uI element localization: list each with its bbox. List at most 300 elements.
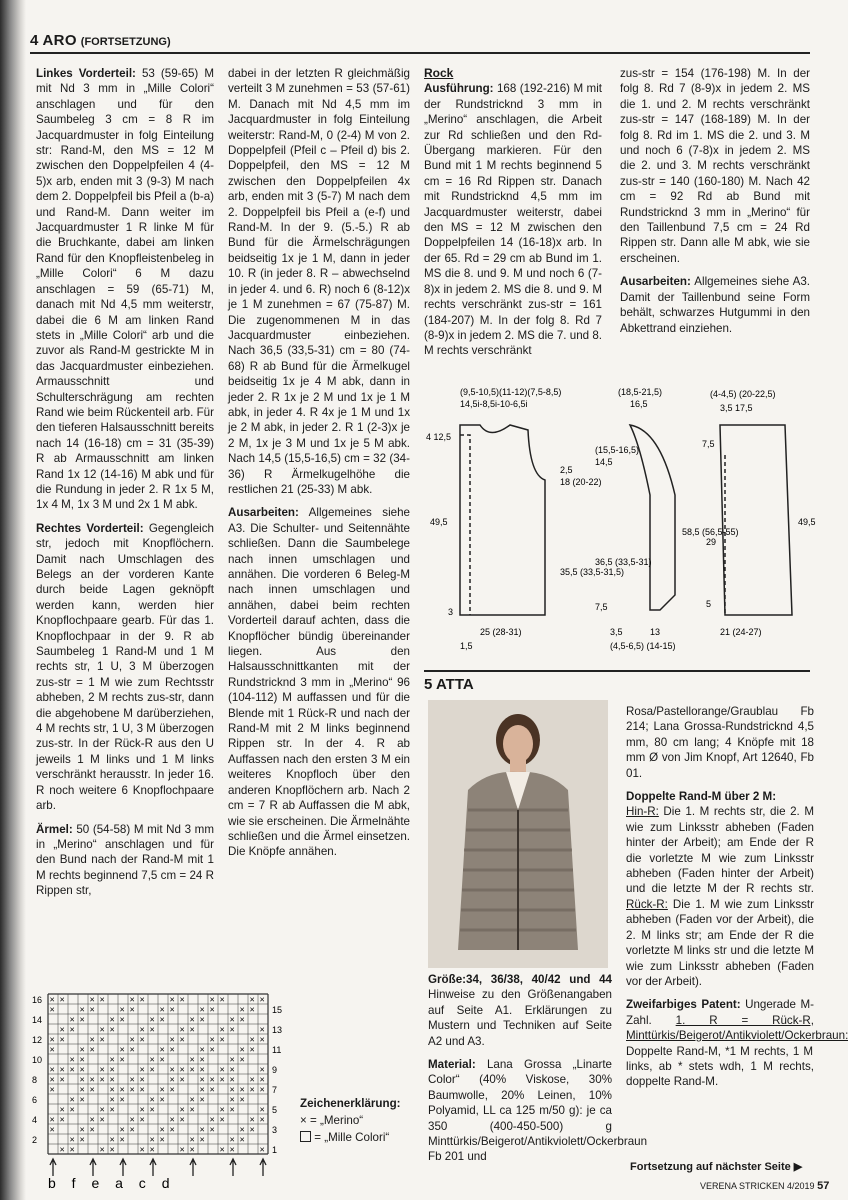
chart-cross-cell: × xyxy=(229,1024,235,1035)
chart-cross-cell: × xyxy=(209,1034,215,1045)
chart-cross-cell: × xyxy=(179,1104,185,1115)
label-front-bottom: 3 xyxy=(448,607,454,617)
chart-cross-cell: × xyxy=(59,1104,65,1115)
chart-cross-cell: × xyxy=(209,1074,215,1085)
text-sleeve: 50 (54-58) M mit Nd 3 mm in „Merino“ anschlagen und für den Bund nach der Rand-M mit 1 M rechts beginnend 7,5 cm = 24 R Rippen str, xyxy=(36,822,214,898)
chart-cross-cell: × xyxy=(89,1044,95,1055)
chart-cross-cell: × xyxy=(119,1134,125,1145)
text-left-front: 53 (59-65) M mit Nd 3 mm in „Mille Colori“ anschlagen und für den Saumbeleg 3 cm = 8 R im Jacquardmuster in folg Einteilung str: Rand-M, den MS = 12 M zwischen den Doppelpfeilen 4 (4-5)x arb, enden mit 3 (9-3) M nach dem 2. Doppelpfeil bis Pfeil a (b-a) und Rand-M. Dann weiter im Jacquardmuster 1 R linke M für die Bruchkante, dabei am linken Rand für den Knopfleistenbeleg in „Mille Colori“ 6 M dazu anschlagen = 59 (65-71) M, danach mit Nd 4,5 mm weiterstr, dabei die 6 M am linken Rand stets in „Mille Colori“ arb und die zuvor als Rand-M gestrickte M in das Jacquardmuster einbeziehen. Armausschnitt und Schulterschrägung am rechten Rand wie beim Rückenteil arb. Für den tieferen Halsausschnitt bereits nach 14 (16-18) cm = 31 (35-39) R ab Armausschnitt am linken Rand 1x 12 (14-16) M abk und für die Rundung in jeder 2. R 1x 5 M, 1x 4 M, 1x 3 M und 2x 1 M abk. xyxy=(36,67,214,512)
heading-material: Material: xyxy=(428,1058,476,1072)
heading-skirt: Rock xyxy=(424,66,454,80)
page-footer xyxy=(700,1180,829,1192)
chart-cross-cell: × xyxy=(159,1084,165,1095)
chart-cross-cell: × xyxy=(189,1064,195,1075)
chart-cross-cell: × xyxy=(109,1104,115,1115)
label-front-h4: 2,5 xyxy=(560,465,573,475)
chart-cross-cell: × xyxy=(199,1094,205,1105)
text-skirt-finishing: Allgemeines siehe A3. Damit der Taillenbund seine Form behält, schwarzes Hutgummi in den Abkettrand einziehen. xyxy=(620,275,810,335)
chart-cross-cell: × xyxy=(79,1014,85,1025)
chart-cross-cell: × xyxy=(199,1014,205,1025)
label-sleeve-b2: (4,5-6,5) (14-15) xyxy=(610,641,676,651)
chart-cross-cell: × xyxy=(239,1054,245,1065)
paragraph-right-front xyxy=(36,521,214,814)
jacquard-chart xyxy=(30,990,283,1191)
section-5-title: 5 ATTA xyxy=(424,670,810,693)
chart-cross-cell: × xyxy=(149,1024,155,1035)
legend xyxy=(300,1095,420,1146)
chart-cross-cell: × xyxy=(169,1084,175,1095)
chart-cross-cell: × xyxy=(49,1004,55,1015)
column-4 xyxy=(620,66,810,344)
chart-cross-cell: × xyxy=(169,1074,175,1085)
chart-cross-cell: × xyxy=(119,1094,125,1105)
row-label-right: 11 xyxy=(272,1045,282,1055)
heading-edge-stitch: Doppelte Rand-M über 2 M: xyxy=(626,790,777,804)
chart-cross-cell: × xyxy=(149,1064,155,1075)
paragraph-material xyxy=(428,1057,648,1165)
text-rueck-r: Die 1. M wie zum Linksstr abheben (Faden vor der Arbeit), die 2. M links str; am Ende der R die vorletzte M links str und die letzte M wie zum Linksstr abheben (Faden vor der Arbeit). xyxy=(626,897,814,988)
chart-arrow xyxy=(50,1159,56,1176)
label-rueck-r: Rück-R: xyxy=(626,897,668,911)
heading-sleeve: Ärmel: xyxy=(36,822,73,836)
chart-cross-cell: × xyxy=(79,1064,85,1075)
chart-cross-cell: × xyxy=(49,1074,55,1085)
row-label-left: 8 xyxy=(32,1075,38,1085)
chart-cross-cell: × xyxy=(219,1114,225,1125)
chart-cross-cell: × xyxy=(169,994,175,1005)
chart-cross-cell: × xyxy=(69,1144,75,1155)
chart-cross-cell: × xyxy=(239,1044,245,1055)
chart-cross-cell: × xyxy=(179,1034,185,1045)
chart-cross-cell: × xyxy=(149,1134,155,1145)
row-label-left: 2 xyxy=(32,1135,38,1145)
row-label-left: 16 xyxy=(32,995,43,1005)
magazine-name: VERENA STRICKEN 4/2019 xyxy=(700,1181,815,1191)
chart-cross-cell: × xyxy=(189,1014,195,1025)
chart-cross-cell: × xyxy=(139,1074,145,1085)
chart-cross-cell: × xyxy=(159,1124,165,1135)
chart-cross-cell: × xyxy=(179,1114,185,1125)
chart-cross-cell: × xyxy=(49,1084,55,1095)
chart-cross-cell: × xyxy=(69,1104,75,1115)
chart-cross-cell: × xyxy=(79,1044,85,1055)
label-back-h4: 7,5 xyxy=(595,602,608,612)
chart-cross-cell: × xyxy=(69,1064,75,1075)
chart-cross-cell: × xyxy=(149,1094,155,1105)
chart-cross-cell: × xyxy=(209,1124,215,1135)
chart-cross-cell: × xyxy=(159,1014,165,1025)
chart-cross-cell: × xyxy=(239,1124,245,1135)
label-front-width: 25 (28-31) xyxy=(480,627,522,637)
chart-cross-cell: × xyxy=(119,1054,125,1065)
row-label-left: 12 xyxy=(32,1035,43,1045)
chart-cross-cell: × xyxy=(69,1094,75,1105)
chart-cross-cell: × xyxy=(99,994,105,1005)
text-finishing: Allgemeines siehe A3. Die Schulter- und Seitennähte schließen. Dann die Saumbelege nach innen umschlagen und annähen. Die vorderen 6 Beleg-M nach innen umschlagen und annähen, dabei beim rechten Vorderteil darauf achten, dass die Knopflöcher bündig übereinander liegen. Aus den Halsausschnittkanten mit der Rundstricknd 3 mm in „Merino“ 96 (104-112) M auffassen und für die Blende mit 1 Rück-R und nach der Rand-M mit 2 M links beginnend Rippen str. In der 4. R ab Auffassen nach den ersten 3 M ein weiteres Knopfloch über den anderen Knopflöchern arb. Nach 2 cm = 7 R ab Auffassen die M abk, wie sie erscheinen. Die Ärmelnähte schließen und die Ärmel einsetzen. Die Knöpfe annähen. xyxy=(228,506,410,859)
sizes: 34, 36/38, 40/42 und 44 xyxy=(466,973,612,986)
label-row-1: 1. R = Rück-R, Minttürkis/Beigerot/Antikviolett/Ockerbraun: xyxy=(626,1013,848,1043)
label-back-h2: 14,5 xyxy=(595,457,613,467)
chart-cross-cell: × xyxy=(139,1064,145,1075)
chart-cross-cell: × xyxy=(89,1114,95,1125)
section-title: 4 ARO xyxy=(30,32,77,49)
chart-cross-cell: × xyxy=(109,1084,115,1095)
chart-cross-cell: × xyxy=(199,1064,205,1075)
chart-cross-cell: × xyxy=(109,1054,115,1065)
label-sleeve-h: 58,5 (56,5-55) xyxy=(682,527,739,537)
label-skirt-h2: 29 xyxy=(706,537,717,547)
chart-cross-cell: × xyxy=(259,1144,265,1155)
row-label-right: 9 xyxy=(272,1065,278,1075)
chart-cross-cell: × xyxy=(59,1114,65,1125)
chart-cross-cell: × xyxy=(239,1134,245,1145)
chart-cross-cell: × xyxy=(139,1104,145,1115)
chart-cross-cell: × xyxy=(209,1084,215,1095)
chart-cross-cell: × xyxy=(149,1014,155,1025)
chart-cross-cell: × xyxy=(119,1004,125,1015)
chart-cross-cell: × xyxy=(209,994,215,1005)
chart-cross-cell: × xyxy=(149,1144,155,1155)
legend-item-merino: × = „Merino“ xyxy=(300,1114,364,1127)
page-header xyxy=(30,32,810,54)
chart-cross-cell: × xyxy=(129,1084,135,1095)
chart-cross-cell: × xyxy=(49,1064,55,1075)
chart-cross-cell: × xyxy=(179,1144,185,1155)
chart-cross-cell: × xyxy=(209,1004,215,1015)
chart-cross-cell: × xyxy=(239,1014,245,1025)
column-3 xyxy=(424,66,602,367)
chart-cross-cell: × xyxy=(149,1104,155,1115)
paragraph-skirt-finishing xyxy=(620,274,810,336)
chart-cross-cell: × xyxy=(259,1074,265,1085)
chart-cross-cell: × xyxy=(199,1074,205,1085)
chart-cross-cell: × xyxy=(229,1064,235,1075)
chart-cross-cell: × xyxy=(169,1114,175,1125)
chart-cross-cell: × xyxy=(119,1124,125,1135)
row-label-right: 15 xyxy=(272,1005,283,1015)
row-label-left: 10 xyxy=(32,1055,43,1065)
chart-arrow xyxy=(90,1159,96,1176)
chart-cross-cell: × xyxy=(249,1084,255,1095)
chart-cross-cell: × xyxy=(59,994,65,1005)
binding-gutter xyxy=(0,0,26,1200)
chart-cross-cell: × xyxy=(129,1034,135,1045)
arrow-labels: b f e a c d xyxy=(48,1175,176,1191)
chart-cross-cell: × xyxy=(259,1104,265,1115)
paragraph-skirt-cont: zus-str = 154 (176-198) M. In der folg 8. Rd 7 (8-9)x in jedem 2. MS die 1. und 2. M rechts verschränkt zus-str = 147 (168-189) M. In der folg 8. Rd im 1. MS die 2. und 3. M und noch 6 (7-8)x in jedem 2. MS die 2. und 3. M rechts verschränkt zus-str = 140 (160-180) M. Nach 42 cm = 92 Rd ab Bund mit Rundstricknd 3 mm in „Merino“ für den Taillenbund 7,5 cm = 24 Rd Rippen str. Dann alle M abk, wie sie erscheinen. xyxy=(620,67,810,265)
chart-cross-cell: × xyxy=(49,1044,55,1055)
chart-cross-cell: × xyxy=(99,1104,105,1115)
chart-cross-cell: × xyxy=(49,1034,55,1045)
chart-cross-cell: × xyxy=(109,1134,115,1145)
label-front-top2: 14,5i-8,5i-10-6,5i xyxy=(460,399,528,409)
chart-cross-cell: × xyxy=(69,1024,75,1035)
label-front-h1: 49,5 xyxy=(430,517,448,527)
row-label-left: 14 xyxy=(32,1015,43,1025)
text-hin-r: Die 1. M rechts str, die 2. M wie zum Linksstr abheben (Faden hinter der Arbeit); am Ende der R die vorletzte M wie zum Linksstr abheben (Faden hinter der Arbeit) und die letzte M der R rechts str. xyxy=(626,805,814,896)
chart-cross-cell: × xyxy=(219,1144,225,1155)
chart-cross-cell: × xyxy=(79,1124,85,1135)
chart-cross-cell: × xyxy=(219,1074,225,1085)
heading-left-front: Linkes Vorderteil: xyxy=(36,67,136,80)
chart-cross-cell: × xyxy=(189,1104,195,1115)
front-piece-outline xyxy=(460,425,545,615)
model-photo xyxy=(428,700,608,968)
label-front-top: (9,5-10,5)(11-12)(7,5-8,5) xyxy=(460,387,562,397)
chart-cross-cell: × xyxy=(229,1054,235,1065)
label-skirt-h3: 49,5 xyxy=(798,517,816,527)
chart-cross-cell: × xyxy=(89,1074,95,1085)
chart-cross-cell: × xyxy=(199,1004,205,1015)
chart-cross-cell: × xyxy=(89,1034,95,1045)
chart-cross-cell: × xyxy=(229,1084,235,1095)
row-label-right: 13 xyxy=(272,1025,283,1035)
label-skirt-top2: 3,5 17,5 xyxy=(720,403,753,413)
chart-cross-cell: × xyxy=(259,1024,265,1035)
paragraph-patent xyxy=(626,997,848,1089)
chart-cross-cell: × xyxy=(79,1094,85,1105)
chart-cross-cell: × xyxy=(229,1094,235,1105)
chart-cross-cell: × xyxy=(139,1144,145,1155)
chart-cross-cell: × xyxy=(189,1094,195,1105)
chart-cross-cell: × xyxy=(229,1134,235,1145)
chart-cross-cell: × xyxy=(169,1004,175,1015)
chart-cross-cell: × xyxy=(79,1084,85,1095)
chart-cross-cell: × xyxy=(199,1044,205,1055)
chart-cross-cell: × xyxy=(129,1114,135,1125)
chart-cross-cell: × xyxy=(159,1054,165,1065)
chart-cross-cell: × xyxy=(119,1044,125,1055)
chart-arrow xyxy=(230,1159,236,1176)
chart-cross-cell: × xyxy=(109,1094,115,1105)
chart-cross-cell: × xyxy=(189,1024,195,1035)
chart-cross-cell: × xyxy=(219,1104,225,1115)
chart-cross-cell: × xyxy=(249,1114,255,1125)
chart-arrow xyxy=(150,1159,156,1176)
chart-cross-cell: × xyxy=(99,1034,105,1045)
chart-cross-cell: × xyxy=(229,1074,235,1085)
chart-cross-cell: × xyxy=(79,1004,85,1015)
text-patent-2: Doppelte Rand-M, *1 M rechts, 1 M links, ab * stets wdh, 1 M rechts, doppelte Rand-M. xyxy=(626,1044,814,1089)
continue-note: Fortsetzung auf nächster Seite ▶ xyxy=(630,1161,803,1173)
chart-cross-cell: × xyxy=(249,1074,255,1085)
chart-cross-cell: × xyxy=(79,1074,85,1085)
paragraph-sleeve xyxy=(36,822,214,899)
chart-cross-cell: × xyxy=(119,1014,125,1025)
chart-cross-cell: × xyxy=(169,1064,175,1075)
chart-cross-cell: × xyxy=(249,1034,255,1045)
heading-size: Größe: xyxy=(428,973,467,986)
heading-finishing: Ausarbeiten: xyxy=(228,506,299,520)
chart-cross-cell: × xyxy=(249,1044,255,1055)
chart-cross-cell: × xyxy=(189,1144,195,1155)
chart-cross-cell: × xyxy=(49,1114,55,1125)
chart-cross-cell: × xyxy=(59,1024,65,1035)
chart-cross-cell: × xyxy=(129,994,135,1005)
chart-cross-cell: × xyxy=(199,1134,205,1145)
chart-cross-cell: × xyxy=(219,1034,225,1045)
chart-cross-cell: × xyxy=(109,1064,115,1075)
schematic-diagram xyxy=(420,385,820,665)
chart-cross-cell: × xyxy=(199,1084,205,1095)
chart-cross-cell: × xyxy=(99,1144,105,1155)
heading-skirt-finishing: Ausarbeiten: xyxy=(620,275,691,289)
chart-cross-cell: × xyxy=(249,1124,255,1135)
chart-cross-cell: × xyxy=(199,1124,205,1135)
legend-title: Zeichenerklärung: xyxy=(300,1097,401,1110)
chart-cross-cell: × xyxy=(239,1094,245,1105)
chart-cross-cell: × xyxy=(199,1054,205,1065)
label-skirt-h4: 5 xyxy=(706,599,712,609)
label-sleeve-top: (18,5-21,5) xyxy=(618,387,663,397)
label-back-h3: (15,5-16,5) xyxy=(595,445,640,455)
chart-cross-cell: × xyxy=(179,1074,185,1085)
chart-cross-cell: × xyxy=(109,1074,115,1085)
label-skirt-top: (4-4,5) (20-22,5) xyxy=(710,389,776,399)
chart-cross-cell: × xyxy=(249,1004,255,1015)
chart-cross-cell: × xyxy=(229,1104,235,1115)
label-back-h1: 36,5 (33,5-31) xyxy=(595,557,652,567)
heading-right-front: Rechtes Vorderteil: xyxy=(36,521,144,535)
chart-cross-cell: × xyxy=(239,1084,245,1095)
heading-execution: Ausführung: xyxy=(424,82,494,96)
empty-square-icon xyxy=(300,1131,311,1142)
chart-cross-cell: × xyxy=(169,1044,175,1055)
label-sleeve-bottom: 13 xyxy=(650,627,661,637)
chart-cross-cell: × xyxy=(139,1034,145,1045)
row-label-right: 3 xyxy=(272,1125,278,1135)
chart-cross-cell: × xyxy=(109,1144,115,1155)
chart-cross-cell: × xyxy=(249,994,255,1005)
paragraph-material-cont: Rosa/Pastellorange/Graublau Fb 214; Lana Grossa-Rundstricknd 4,5 mm, 80 cm lang; 4 Knöpfe mit 18 mm Ø von Jim Knopf, Art 12640, Fb 01. xyxy=(626,705,814,780)
chart-cross-cell: × xyxy=(99,1024,105,1035)
label-front-h3: 18 (20-22) xyxy=(560,477,602,487)
chart-cross-cell: × xyxy=(139,1084,145,1095)
chart-cross-cell: × xyxy=(259,1114,265,1125)
chart-arrow xyxy=(120,1159,126,1176)
label-sleeve-top2: 16,5 xyxy=(630,399,648,409)
chart-cross-cell: × xyxy=(159,1134,165,1145)
label-sleeve-b1: 3,5 xyxy=(610,627,623,637)
chart-cross-cell: × xyxy=(129,1074,135,1085)
text-size: Hinweise zu den Größenangaben auf Seite A1. Erklärungen zu Mustern und Techniken auf Seite A2 und A3. xyxy=(428,988,612,1048)
chart-cross-cell: × xyxy=(219,1024,225,1035)
chart-cross-cell: × xyxy=(79,1054,85,1065)
label-hin-r: Hin-R: xyxy=(626,805,659,819)
chart-cross-cell: × xyxy=(59,1034,65,1045)
column-6 xyxy=(626,704,848,1098)
chart-cross-cell: × xyxy=(49,994,55,1005)
chart-cross-cell: × xyxy=(209,1044,215,1055)
chart-cross-cell: × xyxy=(259,1034,265,1045)
chart-cross-cell: × xyxy=(109,1014,115,1025)
chart-cross-cell: × xyxy=(209,1114,215,1125)
chart-cross-cell: × xyxy=(189,1134,195,1145)
paragraph-edge-stitch xyxy=(626,789,814,989)
chart-cross-cell: × xyxy=(159,1094,165,1105)
text-patent-1: Ungerade M-Zahl. xyxy=(626,998,814,1027)
chart-cross-cell: × xyxy=(139,994,145,1005)
label-front-shoulder: 4 12,5 xyxy=(426,432,452,442)
chart-cross-cell: × xyxy=(79,1134,85,1145)
chart-cross-cell: × xyxy=(189,1054,195,1065)
chart-cross-cell: × xyxy=(259,994,265,1005)
chart-cross-cell: × xyxy=(179,994,185,1005)
chart-cross-cell: × xyxy=(169,1124,175,1135)
chart-cross-cell: × xyxy=(99,1064,105,1075)
chart-cross-cell: × xyxy=(139,1114,145,1125)
chart-cross-cell: × xyxy=(89,994,95,1005)
chart-cross-cell: × xyxy=(59,1144,65,1155)
label-front-band: 1,5 xyxy=(460,641,473,651)
chart-cross-cell: × xyxy=(179,1064,185,1075)
chart-cross-cell: × xyxy=(259,1064,265,1075)
section-subtitle: (FORTSETZUNG) xyxy=(80,36,171,48)
chart-cross-cell: × xyxy=(89,1124,95,1135)
chart-cross-cell: × xyxy=(119,1084,125,1095)
chart-cross-cell: × xyxy=(219,994,225,1005)
chart-cross-cell: × xyxy=(129,1124,135,1135)
chart-cross-cell: × xyxy=(139,1024,145,1035)
chart-cross-cell: × xyxy=(229,1014,235,1025)
legend-item-mille-colori: = „Mille Colori“ xyxy=(300,1129,420,1146)
column-2 xyxy=(228,66,410,868)
label-skirt-width: 21 (24-27) xyxy=(720,627,762,637)
chart-cross-cell: × xyxy=(129,1004,135,1015)
paragraph-left-front xyxy=(36,66,214,513)
label-skirt-h1: 7,5 xyxy=(702,439,715,449)
chart-cross-cell: × xyxy=(89,1004,95,1015)
chart-cross-cell: × xyxy=(99,1074,105,1085)
row-label-right: 5 xyxy=(272,1105,278,1115)
skirt-outline xyxy=(720,425,792,615)
model-illustration xyxy=(428,700,608,968)
row-label-left: 4 xyxy=(32,1115,38,1125)
text-skirt: 168 (192-216) M mit der Rundstricknd 3 mm in „Merino“ anschlagen, die Arbeit zur Rd schließen und den Rd-Übergang markieren. Für den Bund mit 1 M rechts beginnend 5 cm = 16 Rd Rippen str. Danach mit Rundstricknd 4,5 mm im Jacquardmuster weiterstr, dabei den MS = 12 M zwischen den Doppelpfeilen 14 (16-18)x arb. In der 65. Rd = 29 cm ab Bund im 1. MS die 8. und 9. M und noch 6 (7-8)x in jedem 2. MS die 8. und 9. M rechts verschränkt zus-str = 161 (184-207) M. In der folg 8. Rd 7 (8-9)x in jedem 2. MS die 7. und 8. M rechts verschränkt xyxy=(424,82,602,358)
paragraph-skirt xyxy=(424,81,602,358)
chart-cross-cell: × xyxy=(89,1084,95,1095)
heading-patent: Zweifarbiges Patent: xyxy=(626,998,741,1012)
chart-cross-cell: × xyxy=(59,1074,65,1085)
chart-cross-cell: × xyxy=(259,1084,265,1095)
text-right-front: Gegengleich str, jedoch mit Knopflöchern. Damit nach Umschlagen des Belegs an der vorderen Kante durch beide Lagen geknöpft werden kann, werden hier Knopflochpaare gearb. Für das 1. Knopflochpaar in der 9. R ab Saumbeleg 1 Rand-M und 1 M rechts str, 1 U, 3 M überzogen zus-str = 1 M wie zum Rechtsstr abheben, 2 M rechts zus-str, dann die abgehobene M darüberziehen, 4 M rechts str, 1 U, 3 M überzogen zus-str. In der Rück-R aus den U jeweils 1 M links und 1 M links verschränkt herausstr. In jeder 16. R noch weitere 6 Knopflochpaare arb. xyxy=(36,521,214,813)
row-label-right: 1 xyxy=(272,1145,278,1155)
row-label-left: 6 xyxy=(32,1095,38,1105)
column-5 xyxy=(428,972,648,1173)
label-front-h2: 35,5 (33,5-31,5) xyxy=(560,567,625,577)
chart-cross-cell: × xyxy=(59,1064,65,1075)
chart-cross-cell: × xyxy=(109,1024,115,1035)
chart-cross-cell: × xyxy=(69,1134,75,1145)
chart-cross-cell: × xyxy=(69,1054,75,1065)
paragraph-size xyxy=(428,972,612,1049)
chart-cross-cell: × xyxy=(159,1044,165,1055)
chart-cross-cell: × xyxy=(149,1054,155,1065)
paragraph-finishing xyxy=(228,505,410,859)
paragraph-sleeve-cont: dabei in der letzten R gleichmäßig verteilt 3 M zunehmen = 53 (57-61) M. Danach mit Nd 4,5 mm im Jacquardmuster in folg Einteilung weiterstr: Rand-M, 0 (2-4) M von 2. Doppelpfeil (Pfeil c – Pfeil d) bis 2. Doppelpfeil, den MS = 12 M zwischen den Doppelpfeilen 4x arb, enden mit 3 (5-7) M nach dem 2. Doppelpfeil bis Pfeil a (e-f) und Rand-M. In der 9. (5.-5.) R ab Bund für die Ärmelschrägungen beidseitig 1x je 1 M, dann in jeder 10. R (in jeder 8. R – abwechselnd in jeder 4. und 6. R) noch 6 (8-12)x je 1 M zunehmen = 67 (75-87) M. Die zugenommenen M in das Jacquardmuster einbeziehen. Nach 36,5 (33,5-31) cm = 80 (74-68) R ab Bund für die Ärmelkugel beidseitig 1x je 4 M abk, dann in jeder 2. R 1x je 2 M und 1x je 1 M abk, in jeder 4. R 4x je 1 M und 1x je 2 M abk, in jeder 2. R 1 (2-3)x je 2 M, 1x je 3 M und 1x je 5 M abk. Nach 14,5 (15,5-16,5) cm = 32 (34-36) R Ärmelkugelhöhe die restlichen 21 (25-33) M abk. xyxy=(228,67,410,496)
page-number: 57 xyxy=(817,1180,830,1192)
column-1 xyxy=(36,66,214,907)
text-material: Lana Grossa „Linarte Color“ (40% Viskose, 30% Baumwolle, 20% Leinen, 10% Polyamid, LL ca 125 m/50 g): je ca 350 (400-450-500) g Minttürkis/Beigerot/Antikviolett/Ockerbraun Fb 201 und xyxy=(428,1058,648,1164)
front-band-line xyxy=(460,435,470,615)
chart-cross-cell: × xyxy=(69,1014,75,1025)
chart-cross-cell: × xyxy=(99,1114,105,1125)
chart-cross-cell: × xyxy=(129,1044,135,1055)
chart-cross-cell: × xyxy=(169,1034,175,1045)
chart-cross-cell: × xyxy=(179,1024,185,1035)
cross-icon: × xyxy=(300,1114,307,1127)
chart-cross-cell: × xyxy=(159,1004,165,1015)
